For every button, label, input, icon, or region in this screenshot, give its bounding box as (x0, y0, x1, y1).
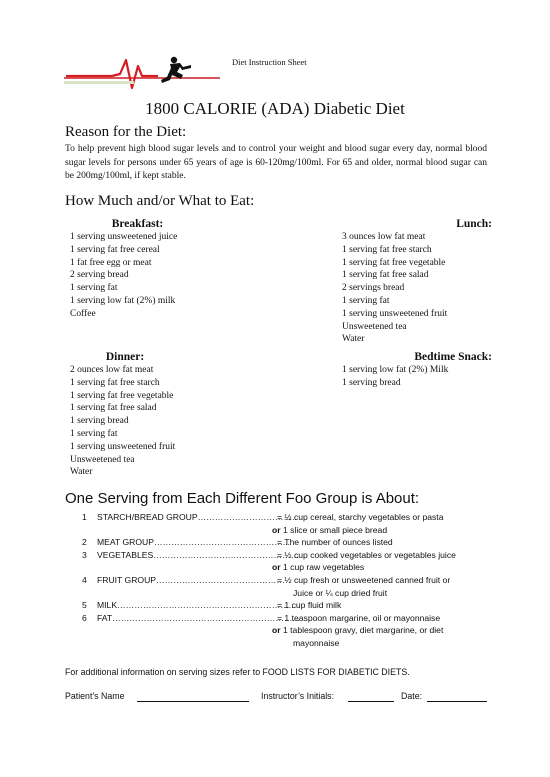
lunch-item: 3 ounces low fat meat (342, 232, 426, 242)
food-group-name: MILK……………………………………………………... (97, 600, 297, 611)
food-group-row (82, 511, 512, 524)
logo-shadow-bar (64, 81, 134, 84)
dinner-item: 1 serving fat free vegetable (70, 390, 174, 401)
food-group-list (82, 511, 512, 650)
food-group-number: 5 (82, 600, 87, 611)
breakfast-item: 1 serving fat free cereal (70, 244, 160, 255)
bedtime-snack-item: 1 serving low fat (2%) Milk (342, 365, 449, 375)
food-group-name: FAT………………………………………………………... (97, 612, 300, 623)
food-group-name: MEAT GROUP………………………………………... (97, 537, 291, 548)
bedtime-snack-heading: Bedtime Snack: (414, 351, 492, 363)
food-group-continuation: Juice or ¼ cup dried fruit (293, 587, 388, 598)
lunch-item: 1 serving unsweetened fruit (342, 308, 448, 319)
patient-name-line[interactable] (137, 701, 249, 702)
food-group-number: 4 (82, 574, 87, 585)
food-group-number: 6 (82, 612, 87, 623)
how-much-heading: How Much and/or What to Eat: (65, 193, 255, 209)
bedtime-snack-item: 1 serving bread (342, 377, 401, 388)
or-word: or (272, 562, 281, 573)
breakfast-item: 1 serving unsweetened juice (70, 232, 178, 242)
food-group-name: STARCH/BREAD GROUP…………………………….. (97, 512, 297, 522)
dinner-item: 1 serving unsweetened fruit (70, 441, 176, 452)
dinner-heading: Dinner: (105, 351, 145, 363)
date-line[interactable] (427, 701, 487, 702)
signature-row (65, 691, 495, 705)
food-group-number: 2 (82, 537, 87, 548)
food-group-value: = ½ cup cooked vegetables or vegetables juice (277, 549, 456, 560)
food-group-value: = The number of ounces listed (277, 537, 393, 548)
food-group-continuation: mayonnaise (293, 637, 340, 648)
lunch-item: Unsweetened tea (342, 321, 407, 332)
food-group-row (82, 612, 512, 625)
food-group-row (82, 574, 512, 587)
instructor-initials-line[interactable] (348, 701, 394, 702)
breakfast-item: 1 serving low fat (2%) milk (70, 295, 176, 306)
dinner-item: 1 serving fat free starch (70, 377, 160, 388)
dinner-item: 2 ounces low fat meat (70, 365, 154, 375)
breakfast-list (70, 231, 270, 321)
food-group-row (82, 549, 512, 562)
patient-name-label: Patient’s Name (65, 691, 125, 701)
bedtime-snack-list (342, 364, 522, 390)
or-text: 1 tablespoon gravy, diet margarine, or diet (282, 625, 444, 636)
food-group-or-line (82, 624, 512, 637)
lunch-item: 2 servings bread (342, 283, 405, 294)
date-label: Date: (401, 691, 423, 701)
or-word: or (272, 625, 281, 636)
page-title: 1800 CALORIE (ADA) Diabetic Diet (145, 99, 405, 118)
food-group-row (82, 536, 512, 549)
or-word: or (272, 524, 281, 535)
dinner-item: 1 serving bread (70, 416, 129, 427)
breakfast-item: 1 serving fat (70, 283, 118, 294)
breakfast-item: 1 fat free egg or meat (70, 257, 152, 268)
dinner-item: Water (70, 467, 93, 478)
lunch-heading: Lunch: (456, 218, 492, 230)
or-text: 1 slice or small piece bread (282, 524, 388, 535)
food-group-number: 3 (82, 549, 87, 560)
lunch-item: 1 serving fat free salad (342, 270, 429, 281)
food-group-or-line (82, 524, 512, 537)
bedtime-snack-section (342, 350, 522, 390)
lunch-item: 1 serving fat free vegetable (342, 257, 446, 268)
breakfast-item: Coffee (70, 308, 96, 319)
food-group-row (82, 599, 512, 612)
or-text: 1 cup raw vegetables (282, 562, 365, 573)
instructor-initials-label: Instructor’s Initials: (261, 691, 335, 701)
footnote: For additional information on serving sizes refer to FOOD LISTS FOR DIABETIC DIETS. (65, 667, 410, 677)
food-group-value: = 1 cup fluid milk (277, 600, 342, 611)
food-group-or-line (82, 561, 512, 574)
food-group-value: = ½ cup cereal, starchy vegetables or pasta (277, 512, 444, 522)
food-group-name: FRUIT GROUP……………………………………… (97, 574, 285, 585)
reason-paragraph: To help prevent high blood sugar levels and to control your weight and blood sugar every day, normal blood sugar levels for persons under 65 years of age is 60-120mg/100ml. For 65 and older, normal blood sugar can be 200mg/100ml, if kept stable. (65, 144, 487, 181)
header-label: Diet Instruction Sheet (232, 57, 307, 67)
dinner-item: Unsweetened tea (70, 454, 135, 465)
lunch-item: Water (342, 334, 365, 345)
lunch-section (342, 217, 522, 346)
food-group-name: VEGETABLES…………………………………………… (97, 549, 300, 560)
lunch-list (342, 231, 522, 346)
dinner-list (70, 364, 270, 479)
breakfast-section (70, 217, 270, 321)
food-group-number: 1 (82, 512, 87, 522)
heartbeat-runner-logo (62, 52, 222, 92)
reason-heading: Reason for the Diet: (65, 124, 187, 140)
food-group-value: = 1 teaspoon margarine, oil or mayonnaise (277, 612, 441, 623)
dinner-item: 1 serving fat (70, 428, 118, 439)
runner-icon (161, 57, 191, 83)
dinner-item: 1 serving fat free salad (70, 403, 157, 414)
food-group-value: = ½ cup fresh or unsweetened canned fruit or (277, 574, 451, 585)
breakfast-heading: Breakfast: (111, 218, 164, 230)
lunch-item: 1 serving fat (342, 295, 390, 306)
breakfast-item: 2 serving bread (70, 270, 129, 281)
serving-heading: One Serving from Each Different Foo Group is About: (65, 490, 420, 507)
lunch-item: 1 serving fat free starch (342, 244, 432, 255)
dinner-section (70, 350, 270, 479)
